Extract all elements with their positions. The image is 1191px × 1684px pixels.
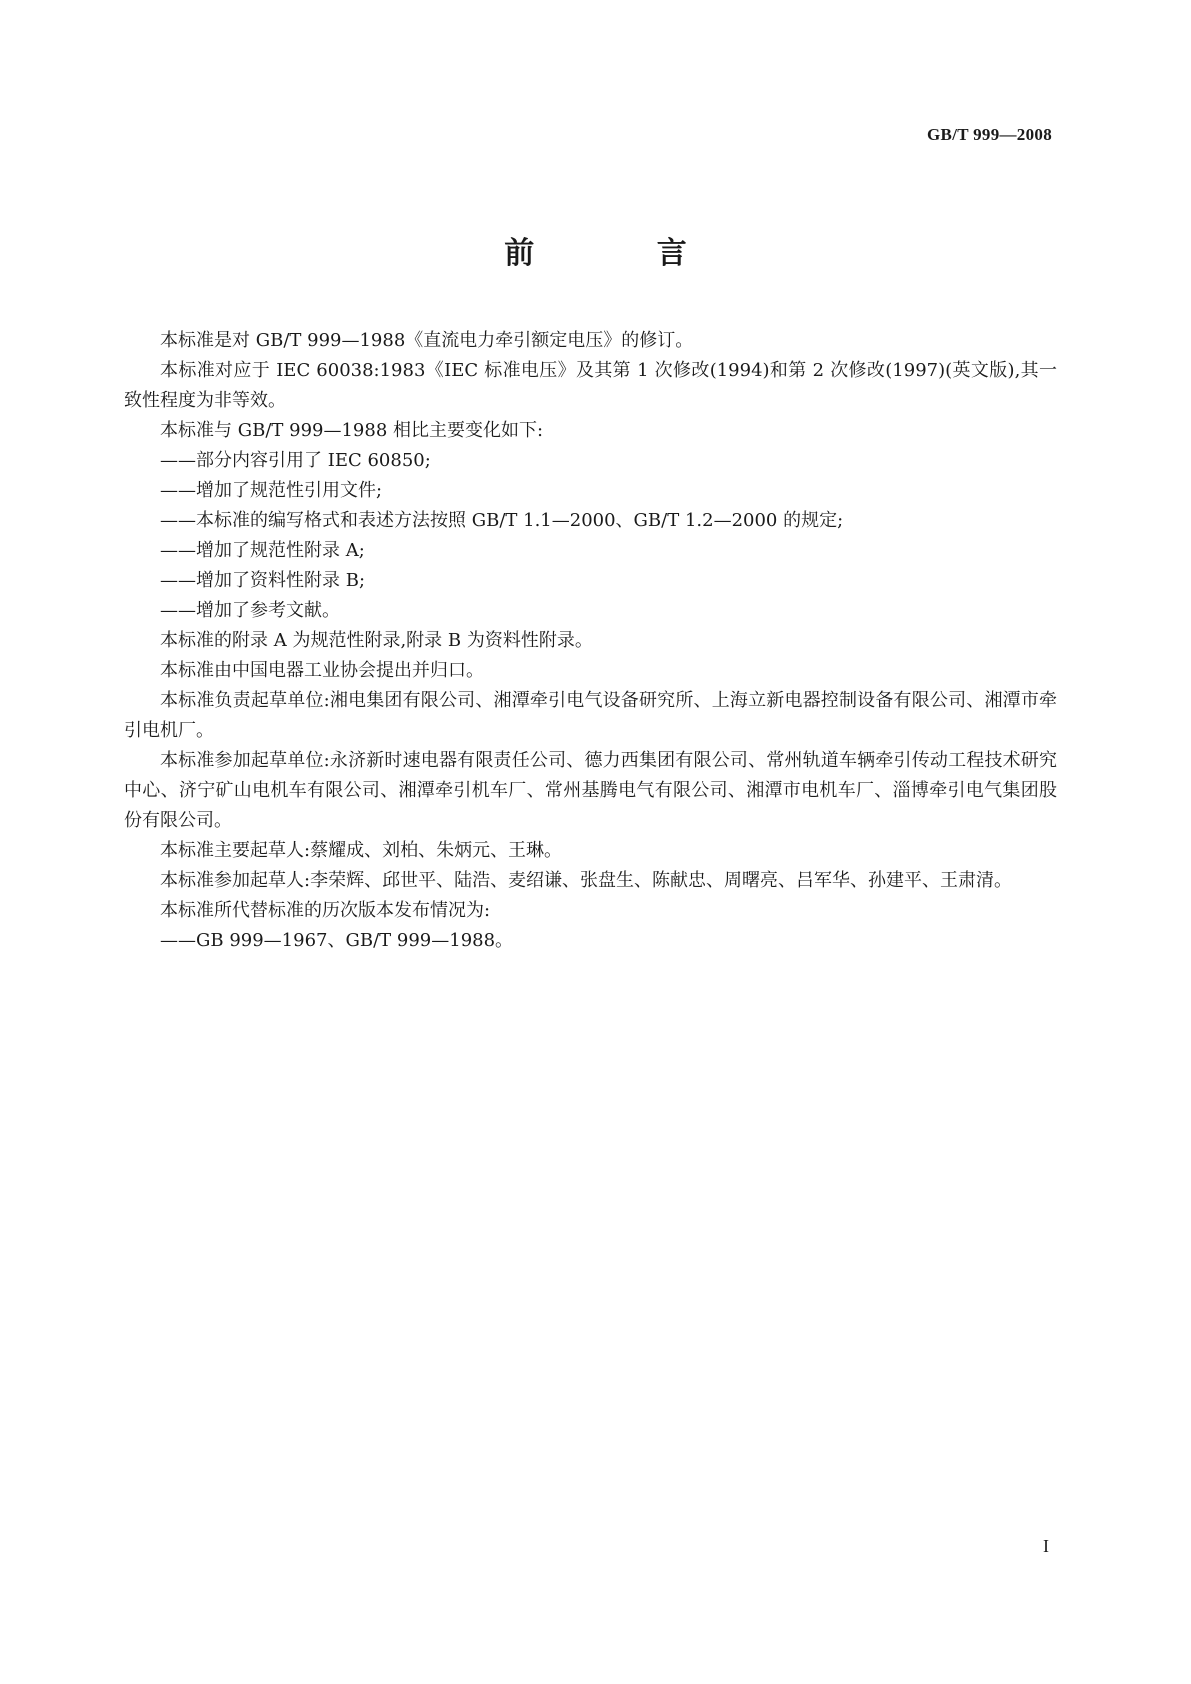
paragraph-main-drafting-units: 本标准负责起草单位:湘电集团有限公司、湘潭牵引电气设备研究所、上海立新电器控制设备有限公司、湘潭市牵引电机厂。	[124, 690, 1057, 741]
foreword-body	[124, 326, 1057, 956]
paragraph-revision: 本标准是对 GB/T 999—1988《直流电力牵引额定电压》的修订。	[160, 330, 694, 351]
history-item: ——GB 999—1967、GB/T 999—1988。	[160, 930, 514, 951]
standard-code: GB/T 999—2008	[927, 125, 1052, 144]
change-item: ——增加了规范性引用文件;	[160, 480, 383, 501]
paragraph-participating-units: 本标准参加起草单位:永济新时速电器有限责任公司、德力西集团有限公司、常州轨道车辆牵引传动工程技术研究中心、济宁矿山电机车有限公司、湘潭牵引机车厂、常州基腾电气有限公司、湘潭市电机车厂、淄博牵引电气集团股份有限公司。	[124, 750, 1057, 831]
paragraph-participating-drafters: 本标准参加起草人:李荣辉、邱世平、陆浩、麦绍谦、张盘生、陈献忠、周曙亮、吕军华、孙建平、王肃清。	[160, 870, 1013, 891]
page-title: 前 言	[504, 236, 743, 271]
paragraph-history-intro: 本标准所代替标准的历次版本发布情况为:	[160, 900, 491, 921]
paragraph-correspondence: 本标准对应于 IEC 60038:1983《IEC 标准电压》及其第 1 次修改(1994)和第 2 次修改(1997)(英文版),其一致性程度为非等效。	[124, 360, 1057, 411]
change-item: ——部分内容引用了 IEC 60850;	[160, 450, 431, 471]
paragraph-main-drafters: 本标准主要起草人:蔡耀成、刘柏、朱炳元、王琳。	[160, 840, 563, 861]
paragraph-annexes: 本标准的附录 A 为规范性附录,附录 B 为资料性附录。	[160, 630, 593, 651]
change-item: ——增加了规范性附录 A;	[160, 540, 365, 561]
paragraph-changes-intro: 本标准与 GB/T 999—1988 相比主要变化如下:	[160, 420, 544, 441]
change-item: ——本标准的编写格式和表述方法按照 GB/T 1.1—2000、GB/T 1.2—2000 的规定;	[160, 510, 844, 531]
change-item: ——增加了资料性附录 B;	[160, 570, 366, 591]
page-number: I	[1043, 1536, 1049, 1556]
change-item: ——增加了参考文献。	[160, 600, 340, 621]
paragraph-proposer: 本标准由中国电器工业协会提出并归口。	[160, 660, 484, 681]
